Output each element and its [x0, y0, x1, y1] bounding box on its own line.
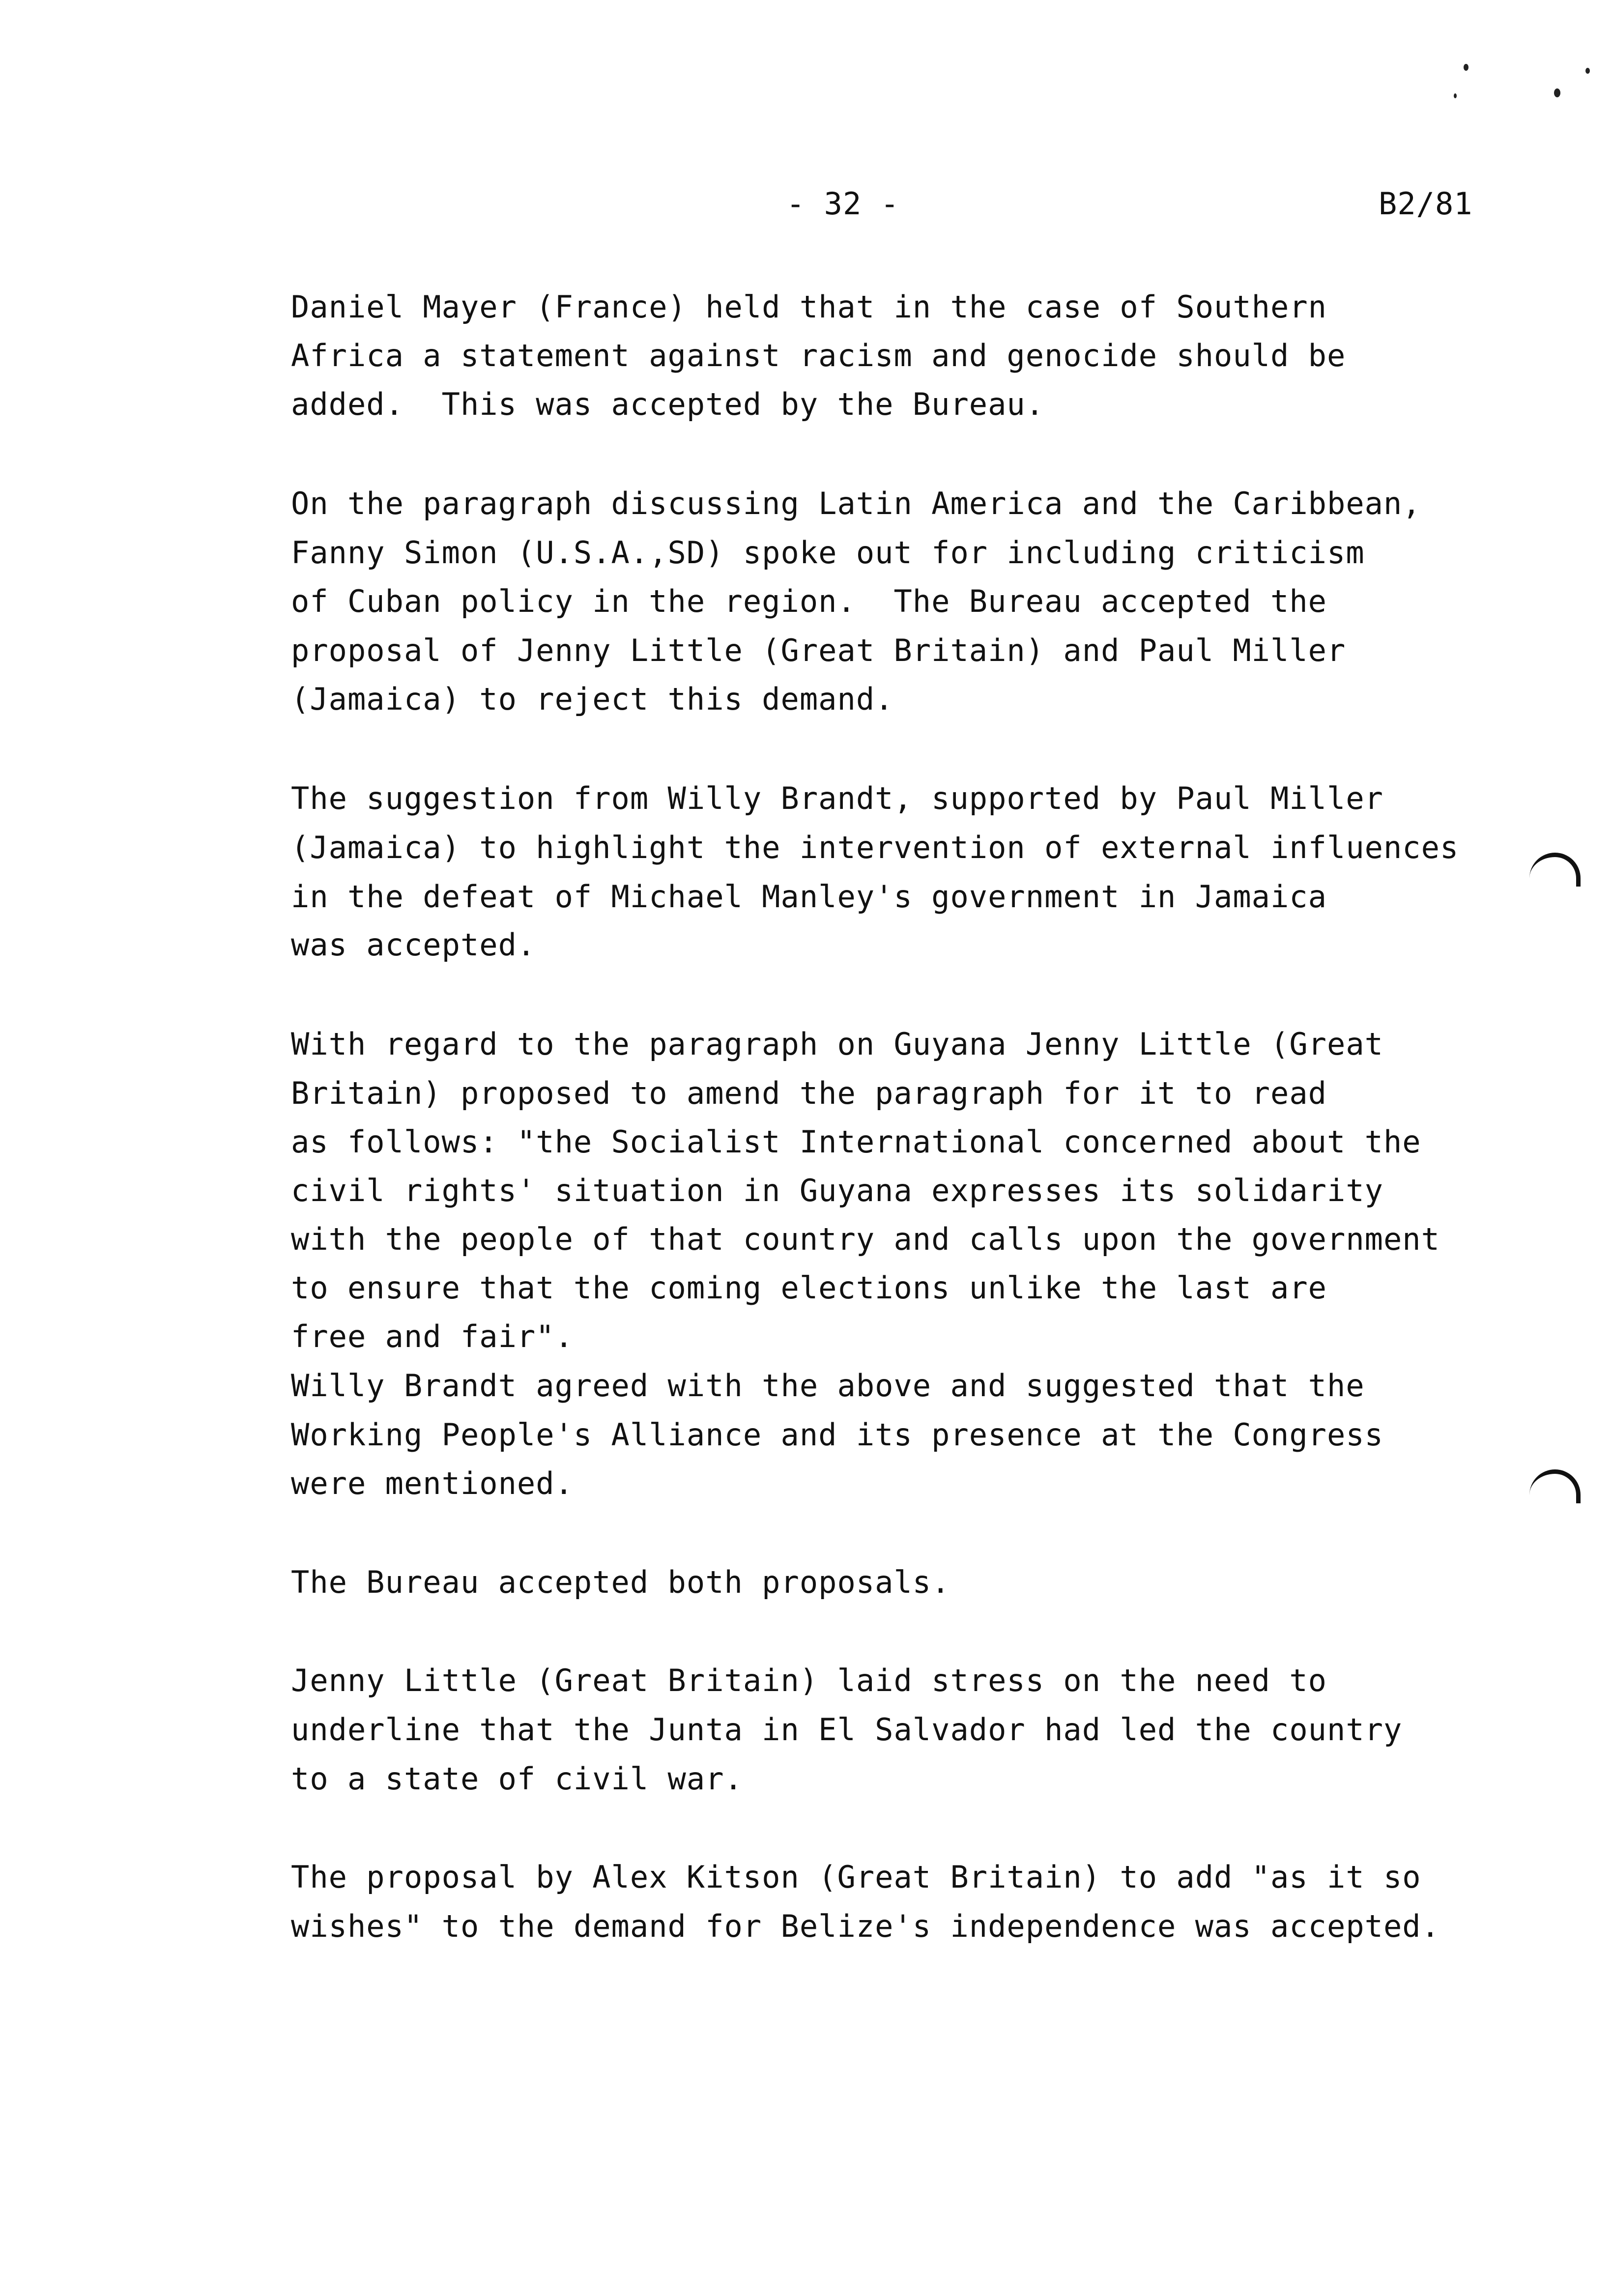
paragraph-line: The Bureau accepted both proposals.	[291, 1564, 950, 1600]
scan-speck	[1585, 68, 1590, 74]
paragraph-line: Working People's Alliance and its presence at the Congress	[291, 1417, 1383, 1453]
paragraph-line: were mentioned.	[291, 1465, 574, 1501]
paragraph-line: underline that the Junta in El Salvador had led the country	[291, 1712, 1403, 1748]
scan-speck	[1554, 88, 1560, 97]
paragraph-line: of Cuban policy in the region. The Bureau accepted the	[291, 583, 1327, 619]
paragraph-line: Daniel Mayer (France) held that in the case of Southern	[291, 289, 1327, 325]
paragraph-line: as follows: "the Socialist International concerned about the	[291, 1124, 1421, 1160]
paragraph-line: civil rights' situation in Guyana expresses its solidarity	[291, 1173, 1383, 1208]
paragraph-line: Africa a statement against racism and genocide should be	[291, 338, 1346, 373]
paragraph-line: The proposal by Alex Kitson (Great Britain) to add "as it so	[291, 1859, 1421, 1895]
paragraph-line: With regard to the paragraph on Guyana Jenny Little (Great	[291, 1026, 1383, 1062]
paragraph-line: to ensure that the coming elections unlike the last are	[291, 1270, 1327, 1306]
paragraph-line: Britain) proposed to amend the paragraph for it to read	[291, 1075, 1327, 1111]
document-reference: B2/81	[1379, 186, 1473, 222]
paragraph-line: to a state of civil war.	[291, 1761, 743, 1797]
paragraph-line: was accepted.	[291, 927, 536, 963]
paragraph-line: (Jamaica) to reject this demand.	[291, 681, 894, 717]
paragraph-line: On the paragraph discussing Latin America and the Caribbean,	[291, 486, 1421, 521]
paragraph-line: proposal of Jenny Little (Great Britain) and Paul Miller	[291, 632, 1346, 668]
page-number: - 32 -	[786, 186, 899, 222]
punch-hole-mark	[1529, 1469, 1581, 1503]
paragraph-line: (Jamaica) to highlight the intervention of external influences	[291, 830, 1459, 865]
paragraph-line: The suggestion from Willy Brandt, supported by Paul Miller	[291, 780, 1383, 816]
punch-hole-mark	[1529, 853, 1581, 887]
paragraph-line: Fanny Simon (U.S.A.,SD) spoke out for including criticism	[291, 535, 1365, 571]
paragraph-line: with the people of that country and calls upon the government	[291, 1221, 1440, 1257]
paragraph-line: Jenny Little (Great Britain) laid stress on the need to	[291, 1663, 1327, 1698]
paragraph-line: Willy Brandt agreed with the above and suggested that the	[291, 1368, 1365, 1404]
paragraph-line: free and fair".	[291, 1319, 574, 1354]
scan-speck	[1464, 64, 1468, 71]
paragraph-line: wishes" to the demand for Belize's independence was accepted.	[291, 1908, 1440, 1944]
paragraph-line: in the defeat of Michael Manley's government in Jamaica	[291, 879, 1327, 915]
paragraph-line: added. This was accepted by the Bureau.	[291, 386, 1045, 422]
scan-speck	[1454, 93, 1457, 98]
